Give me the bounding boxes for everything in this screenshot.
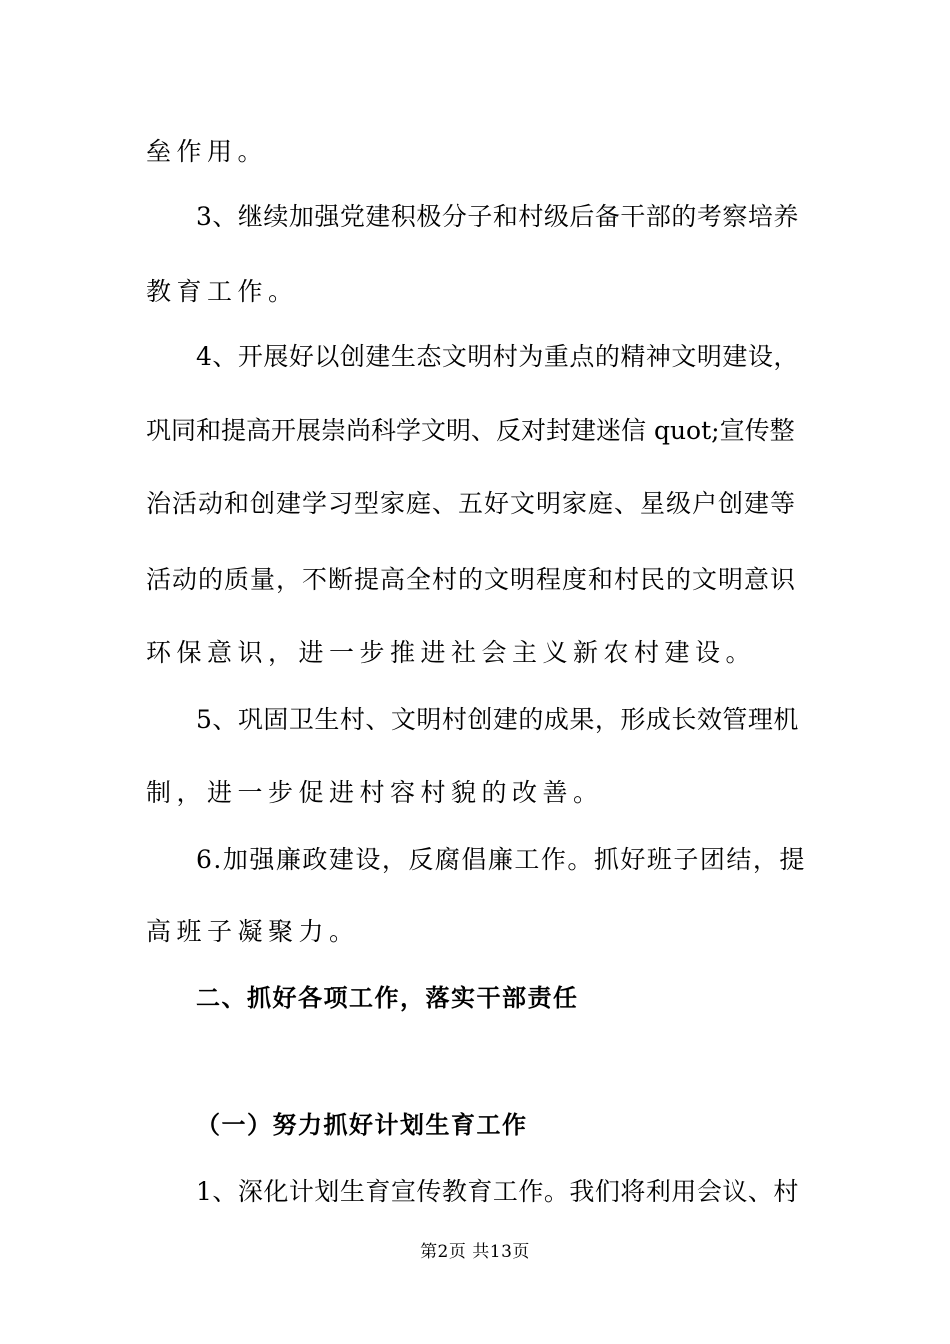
text-line: 制，进一步促进村容村貌的改善。 — [146, 778, 604, 807]
text-line: 垒作用。 — [146, 137, 269, 166]
text-line: 巩同和提高开展崇尚科学文明、反对封建迷信 quot;宣传整 — [146, 416, 795, 445]
text-line: 4、开展好以创建生态文明村为重点的精神文明建设， — [196, 342, 799, 371]
text-line: 5、巩固卫生村、文明村创建的成果，形成长效管理机 — [196, 705, 799, 734]
text-line: 1、深化计划生育宣传教育工作。我们将利用会议、村 — [196, 1177, 799, 1206]
text-line: 高班子凝聚力。 — [146, 917, 360, 946]
subsection-heading: （一）努力抓好计划生育工作 — [196, 1111, 528, 1139]
page-number-footer: 第2页 共13页 — [420, 1242, 530, 1262]
text-line: 6.加强廉政建设，反腐倡廉工作。抓好班子团结，提 — [196, 845, 806, 874]
text-line: 3、继续加强党建积极分子和村级后备干部的考察培养 — [196, 202, 799, 231]
section-heading: 二、抓好各项工作，落实干部责任 — [196, 984, 579, 1012]
text-line: 治活动和创建学习型家庭、五好文明家庭、星级户创建等 — [146, 489, 797, 518]
text-line: 教育工作。 — [146, 277, 299, 306]
text-line: 环保意识，进一步推进社会主义新农村建设。 — [146, 638, 757, 667]
text-line: 活动的质量，不断提高全村的文明程度和村民的文明意识 — [146, 565, 797, 594]
